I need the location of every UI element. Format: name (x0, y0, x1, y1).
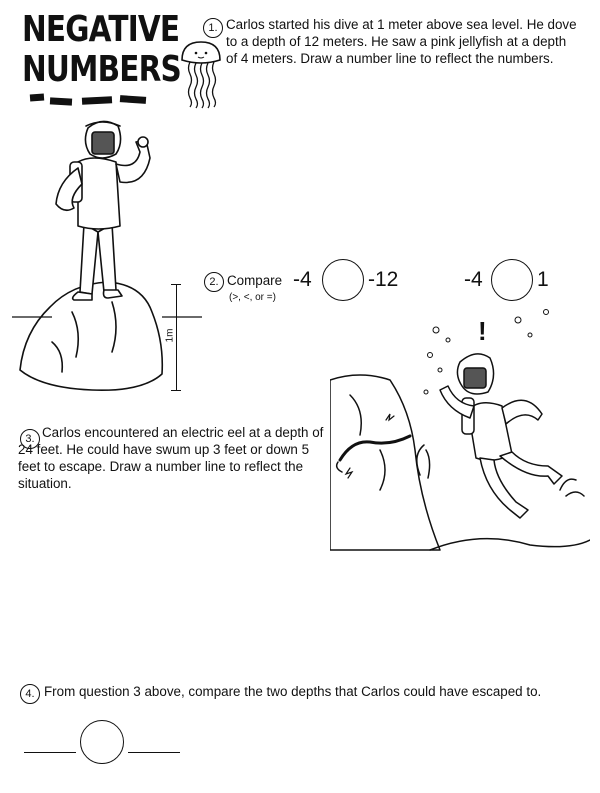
compare-1-left: -4 (293, 268, 312, 291)
compare-2-answer-circle[interactable] (491, 259, 533, 301)
scale-tick-bottom (171, 390, 181, 391)
question-4-text: From question 3 above, compare the two depths that Carlos could have escaped to. (44, 684, 542, 699)
question-1-number: 1. (203, 18, 223, 38)
question-2-number: 2. (204, 272, 224, 292)
compare-1-answer-circle[interactable] (322, 259, 364, 301)
swimming-diver-illustration (330, 300, 590, 560)
scale-label: 1m (164, 328, 176, 343)
title-line-1: NEGATIVE (22, 9, 180, 50)
question-2-hint: (>, <, or =) (229, 292, 276, 303)
scale-line (176, 284, 177, 390)
answer-blank-left[interactable] (24, 752, 76, 753)
title-line-2: NUMBERS (22, 49, 181, 90)
compare-2-right: 1 (537, 268, 549, 291)
answer-blank-right[interactable] (128, 752, 180, 753)
dash-mark (120, 95, 146, 104)
dash-mark (82, 96, 112, 105)
answer-4-circle[interactable] (80, 720, 124, 764)
dash-mark (30, 94, 44, 102)
question-2-label: Compare (227, 273, 283, 288)
compare-1-right: -12 (368, 268, 399, 291)
question-1-text: Carlos started his dive at 1 meter above sea level. He dove to a depth of 12 meters. He saw a pink jellyfish at a depth of 4 meters. Draw a number line to reflect the numbers. (226, 17, 577, 66)
worksheet-title (22, 9, 181, 90)
diver-on-rock-illustration (12, 112, 202, 402)
jellyfish-illustration (178, 38, 224, 110)
question-3-number: 3. (20, 429, 40, 449)
compare-2-left: -4 (464, 268, 483, 291)
scale-tick-top (171, 284, 181, 285)
question-3-text: Carlos encountered an electric eel at a depth of 24 feet. He could have swum up 3 feet or down 5 feet to escape. Draw a number line to reflect the situation. (18, 425, 324, 491)
dash-mark (50, 97, 72, 105)
exclamation-mark: ! (478, 316, 487, 346)
question-4-number: 4. (20, 684, 40, 704)
